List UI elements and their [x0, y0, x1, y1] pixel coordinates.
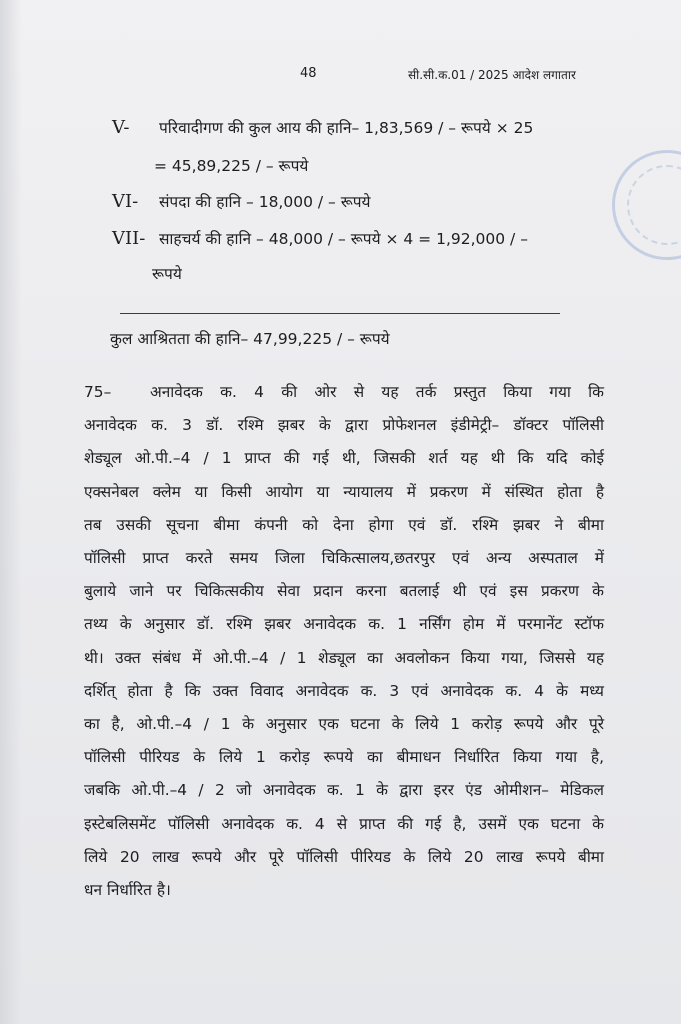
loss-item-v — [112, 116, 533, 138]
loss-item-vi — [112, 190, 371, 212]
paragraph-line: तथ्य के अनुसार डॉ. रश्मि झबर अनावेदक क. 1 नर्सिंग होम में परमानेंट स्टॉफ — [84, 615, 604, 634]
paragraph-line-text: अनावेदक क. 4 की ओर से यह तर्क प्रस्तुत किया गया कि — [150, 383, 604, 401]
paragraph-line: बुलाये जाने पर चिकित्सकीय सेवा प्रदान करना बतलाई थी एवं इस प्रकरण के — [84, 582, 604, 601]
paragraph-line: लिये 20 लाख रूपये और पूरे पॉलिसी पीरियड के लिये 20 लाख रूपये बीमा — [84, 847, 604, 866]
loss-item-vi-numeral: VI- — [112, 191, 139, 212]
loss-item-vii-text: साहचर्य की हानि – 48,000 / – रूपये × 4 = 1,92,000 / – — [158, 230, 528, 248]
paragraph-line: का है, ओ.पी.–4 / 1 के अनुसार एक घटना के लिये 1 करोड़ रूपये और पूरे — [84, 715, 604, 734]
paragraph-number: 75– — [84, 383, 112, 401]
loss-item-v-numeral: V- — [112, 117, 130, 138]
court-seal-inner-ring — [627, 165, 681, 245]
loss-item-vii-numeral: VII- — [112, 228, 146, 249]
paragraph-line: अनावेदक क. 3 डॉ. रश्मि झबर के द्वारा प्रोफेशनल इंडीमेट्री– डॉक्टर पॉलिसी — [84, 416, 604, 435]
paragraph-line: इस्टेबलिसमेंट पॉलिसी अनावेदक क. 4 से प्राप्त की गई है, उसमें एक घटना के — [84, 814, 604, 833]
paragraph-line: पॉलिसी प्राप्त करते समय जिला चिकित्सालय,छतरपुर एवं अन्य अस्पताल में — [84, 549, 604, 568]
loss-item-v-text: परिवादीगण की कुल आय की हानि– 1,83,569 / – रूपये × 25 — [158, 119, 534, 137]
paragraph-75 — [84, 376, 604, 907]
loss-item-vii-continuation — [152, 262, 182, 284]
total-divider-line — [120, 313, 560, 314]
total-loss-text: कुल आश्रितता की हानि– 47,99,225 / – रूपये — [110, 330, 390, 348]
paragraph-line: धन निर्धारित है। — [84, 881, 171, 900]
paragraph-line: थी। उक्त संबंध में ओ.पी.–4 / 1 शेड्यूल का अवलोकन किया गया, जिससे यह — [84, 648, 604, 667]
total-loss — [110, 327, 390, 349]
loss-item-v-continuation — [154, 154, 308, 176]
paragraph-line: दर्शित् होता है कि उक्त विवाद अनावेदक क. 3 एवं अनावेदक क. 4 के मध्य — [84, 681, 604, 700]
loss-item-vii — [112, 227, 528, 249]
loss-item-vii-unit: रूपये — [152, 265, 182, 283]
court-seal-stamp — [612, 150, 681, 260]
case-reference: सी.सी.क.01 / 2025 आदेश लगातार — [408, 68, 576, 82]
paragraph-line: पॉलिसी पीरियड के लिये 1 करोड़ रूपये का बीमाधन निर्धारित किया गया है, — [84, 748, 604, 767]
loss-item-vi-text: संपदा की हानि – 18,000 / – रूपये — [158, 193, 371, 211]
paragraph-line: जबकि ओ.पी.–4 / 2 जो अनावेदक क. 1 के द्वारा इरर एंड ओमीशन– मेडिकल — [84, 781, 604, 800]
loss-item-v-result: = 45,89,225 / – रूपये — [154, 157, 309, 175]
paragraph-line — [84, 376, 604, 409]
page-number: 48 — [300, 66, 317, 81]
page-header — [0, 66, 681, 90]
paragraph-line: शेड्यूल ओ.पी.–4 / 1 प्राप्त की गई थी, जिसकी शर्त यह थी कि यदि कोई — [84, 449, 604, 468]
paragraph-line: तब उसकी सूचना बीमा कंपनी को देना होगा एवं डॉ. रश्मि झबर ने बीमा — [84, 515, 604, 534]
page-fold-shadow — [0, 0, 22, 1024]
paragraph-line: एक्सनेबल क्लेम या किसी आयोग या न्यायालय में प्रकरण में संस्थित होता है — [84, 482, 604, 501]
